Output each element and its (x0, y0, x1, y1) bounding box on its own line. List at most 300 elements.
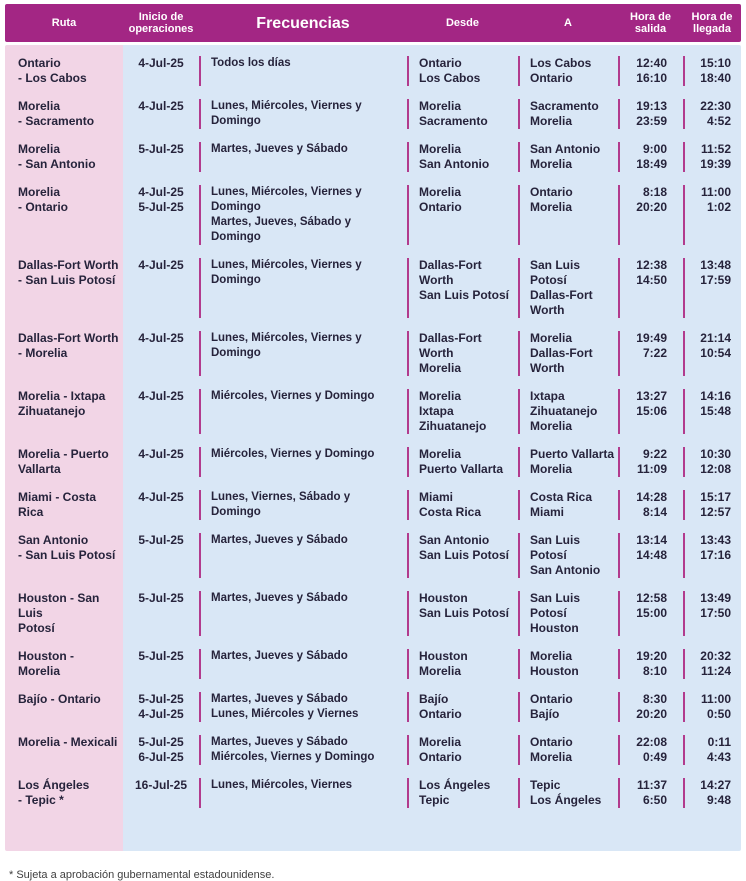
cell-desde (407, 533, 518, 578)
cell-line: 20:32 (700, 649, 731, 663)
cell-line: Los Ángeles (18, 778, 90, 792)
table-row (5, 772, 741, 815)
cell-a (518, 99, 618, 129)
cell-desde (407, 591, 518, 636)
cell-line: San Luis Potosí (419, 288, 510, 302)
cell-a (518, 389, 618, 434)
cell-frecuencias (199, 185, 407, 245)
cell-line: Houston - Morelia (18, 649, 74, 678)
cell-a (518, 735, 618, 765)
cell-ruta (5, 692, 123, 722)
cell-salida (618, 331, 683, 376)
cell-line: - Morelia (18, 346, 68, 360)
cell-line: - San Luis Potosí (18, 273, 116, 287)
cell-line: 9:00 (642, 142, 667, 156)
cell-line: 4-Jul-25 (138, 56, 184, 70)
cell-frecuencias (199, 447, 407, 477)
cell-line: 6-Jul-25 (138, 750, 184, 764)
cell-inicio (123, 490, 199, 520)
cell-line: Martes, Jueves y Sábado (211, 143, 348, 155)
column-header-hora-de-llegada: Hora de llegada (691, 11, 733, 35)
cell-line: 5-Jul-25 (138, 591, 184, 605)
cell-salida (618, 142, 683, 172)
cell-line: Lunes, Miércoles y Viernes (211, 708, 359, 720)
cell-desde (407, 490, 518, 520)
cell-line: Houston (419, 591, 468, 605)
cell-line: 18:40 (700, 71, 731, 85)
cell-line: Potosí (18, 621, 55, 635)
cell-line: 11:52 (700, 142, 731, 156)
table-row (5, 643, 741, 686)
cell-a (518, 778, 618, 808)
cell-frecuencias (199, 490, 407, 520)
cell-inicio (123, 389, 199, 434)
cell-line: - Tepic * (18, 793, 64, 807)
cell-ruta (5, 447, 123, 477)
footnote: * Sujeta a aprobación gubernamental estadounidense. (9, 869, 275, 881)
cell-line: Los Ángeles (530, 793, 602, 807)
cell-line: 4-Jul-25 (138, 447, 184, 461)
cell-frecuencias (199, 591, 407, 636)
cell-salida (618, 389, 683, 434)
cell-line: 5-Jul-25 (138, 692, 184, 706)
cell-ruta (5, 142, 123, 172)
cell-line: 14:50 (636, 273, 667, 287)
cell-salida (618, 735, 683, 765)
cell-line: Ixtapa (419, 404, 454, 418)
cell-line: Morelia (18, 142, 61, 156)
table-row (5, 252, 741, 325)
cell-line: Miércoles, Viernes y Domingo (211, 751, 375, 763)
cell-inicio (123, 99, 199, 129)
cell-line: 15:00 (636, 606, 667, 620)
cell-ruta (5, 735, 123, 765)
cell-line: 16-Jul-25 (134, 778, 188, 792)
column-header-a: A (564, 17, 572, 29)
column-header-frecuencias: Frecuencias (256, 14, 350, 32)
cell-line: Ixtapa (530, 389, 565, 403)
cell-line: Morelia (530, 750, 573, 764)
cell-ruta (5, 490, 123, 520)
cell-line: 12:57 (700, 505, 731, 519)
cell-llegada (683, 185, 741, 245)
cell-a (518, 490, 618, 520)
cell-line: 17:59 (700, 273, 731, 287)
cell-line: Lunes, Miércoles, Viernes y Domingo (211, 332, 362, 359)
cell-line: San Antonio (530, 142, 601, 156)
cell-llegada (683, 142, 741, 172)
cell-line: Martes, Jueves y Sábado (211, 592, 348, 604)
cell-line: Puerto Vallarta (419, 462, 504, 476)
cell-ruta (5, 591, 123, 636)
cell-desde (407, 649, 518, 679)
cell-a (518, 142, 618, 172)
cell-line: Dallas-Fort Worth (18, 331, 119, 345)
cell-line: Worth (419, 346, 454, 360)
cell-line: Houston (419, 649, 468, 663)
cell-line: San Antonio (530, 563, 601, 577)
cell-line: 12:38 (636, 258, 667, 272)
cell-line: 8:14 (642, 505, 667, 519)
cell-line: Morelia (530, 331, 573, 345)
cell-desde (407, 56, 518, 86)
cell-line: Ontario (419, 56, 462, 70)
cell-frecuencias (199, 778, 407, 808)
table-body (5, 45, 741, 851)
cell-line: Morelia (419, 664, 462, 678)
column-header-desde: Desde (445, 17, 480, 29)
cell-line: Worth (530, 361, 565, 375)
cell-line: 12:58 (636, 591, 667, 605)
cell-llegada (683, 258, 741, 318)
cell-line: 20:20 (636, 200, 667, 214)
cell-line: Morelia - Mexicali (18, 735, 118, 749)
cell-ruta (5, 99, 123, 129)
cell-frecuencias (199, 142, 407, 172)
cell-salida (618, 99, 683, 129)
cell-line: Worth (419, 273, 454, 287)
cell-line: 4:43 (706, 750, 731, 764)
table-row (5, 136, 741, 179)
cell-line: 20:20 (636, 707, 667, 721)
cell-line: 9:48 (706, 793, 731, 807)
cell-line: San Luis Potosí (530, 258, 581, 287)
cell-line: 11:09 (636, 462, 667, 476)
cell-line: Tepic (419, 793, 450, 807)
cell-line: Costa Rica (419, 505, 482, 519)
cell-line: 5-Jul-25 (138, 735, 184, 749)
cell-inicio (123, 56, 199, 86)
cell-line: Zihuatanejo (530, 404, 598, 418)
cell-inicio (123, 185, 199, 245)
cell-line: 13:43 (700, 533, 731, 547)
cell-line: Costa Rica (530, 490, 593, 504)
cell-frecuencias (199, 331, 407, 376)
cell-line: Morelia (530, 157, 573, 171)
cell-inicio (123, 692, 199, 722)
cell-line: Lunes, Miércoles, Viernes (211, 779, 353, 791)
cell-desde (407, 331, 518, 376)
cell-line: Morelia (530, 114, 573, 128)
table-bottom-spacer (5, 815, 741, 851)
flight-schedule-table (5, 4, 741, 851)
cell-salida (618, 258, 683, 318)
cell-line: Sacramento (530, 99, 599, 113)
cell-llegada (683, 692, 741, 722)
cell-desde (407, 447, 518, 477)
cell-line: 6:50 (642, 793, 667, 807)
cell-line: 19:20 (636, 649, 667, 663)
cell-ruta (5, 649, 123, 679)
cell-line: San Luis Potosí (530, 533, 581, 562)
table-row (5, 50, 741, 93)
cell-line: 22:30 (700, 99, 731, 113)
cell-llegada (683, 389, 741, 434)
cell-salida (618, 533, 683, 578)
column-header-ruta: Ruta (51, 17, 77, 29)
column-header-hora-de-salida: Hora de salida (630, 11, 671, 35)
cell-line: 4-Jul-25 (138, 331, 184, 345)
cell-line: 11:00 (700, 692, 731, 706)
cell-llegada (683, 735, 741, 765)
table-row (5, 93, 741, 136)
cell-frecuencias (199, 56, 407, 86)
cell-salida (618, 185, 683, 245)
cell-line: Houston (530, 664, 579, 678)
cell-line: Sacramento (419, 114, 488, 128)
cell-line: Tepic (530, 778, 561, 792)
cell-desde (407, 692, 518, 722)
cell-line: Lunes, Miércoles, Viernes y Domingo (211, 259, 362, 286)
cell-line: Ontario (530, 185, 573, 199)
cell-a (518, 533, 618, 578)
cell-frecuencias (199, 649, 407, 679)
cell-line: Dallas-Fort Worth (18, 258, 119, 272)
cell-line: Houston (530, 621, 579, 635)
cell-line: 11:24 (700, 664, 731, 678)
cell-line: 5-Jul-25 (138, 142, 184, 156)
cell-inicio (123, 258, 199, 318)
cell-line: 10:30 (700, 447, 731, 461)
cell-inicio (123, 142, 199, 172)
cell-line: 13:27 (636, 389, 667, 403)
cell-line: Lunes, Viernes, Sábado y Domingo (211, 491, 351, 518)
cell-line: 12:40 (636, 56, 667, 70)
cell-line: San Luis Potosí (530, 591, 581, 620)
cell-line: Lunes, Miércoles, Viernes y Domingo (211, 100, 362, 127)
cell-line: Lunes, Miércoles, Viernes y Domingo (211, 186, 362, 213)
cell-line: Vallarta (18, 462, 61, 476)
cell-line: San Antonio (419, 533, 490, 547)
cell-line: Morelia - Puerto (18, 447, 109, 461)
cell-desde (407, 735, 518, 765)
cell-line: 15:48 (700, 404, 731, 418)
cell-frecuencias (199, 692, 407, 722)
cell-line: Ontario (18, 56, 61, 70)
cell-line: Ontario (419, 750, 462, 764)
cell-line: Martes, Jueves y Sábado (211, 650, 348, 662)
cell-desde (407, 142, 518, 172)
cell-line: 22:08 (636, 735, 667, 749)
cell-line: 4-Jul-25 (138, 389, 184, 403)
cell-a (518, 331, 618, 376)
cell-line: 4-Jul-25 (138, 707, 184, 721)
cell-a (518, 692, 618, 722)
cell-ruta (5, 778, 123, 808)
table-row (5, 686, 741, 729)
cell-line: Miércoles, Viernes y Domingo (211, 390, 375, 402)
cell-line: San Antonio (419, 157, 490, 171)
cell-llegada (683, 533, 741, 578)
cell-line: Morelia (530, 419, 573, 433)
cell-line: Miami (419, 490, 454, 504)
cell-line: 8:10 (642, 664, 667, 678)
cell-llegada (683, 649, 741, 679)
cell-line: Morelia (18, 185, 61, 199)
cell-line: Ontario (419, 200, 462, 214)
cell-line: Puerto Vallarta (530, 447, 615, 461)
cell-line: 15:06 (636, 404, 667, 418)
cell-line: 5-Jul-25 (138, 200, 184, 214)
cell-line: 7:22 (642, 346, 667, 360)
cell-line: 13:49 (700, 591, 731, 605)
cell-line: Morelia (419, 185, 462, 199)
cell-line: Bajío (419, 692, 449, 706)
cell-desde (407, 185, 518, 245)
cell-line: 13:48 (700, 258, 731, 272)
cell-line: Todos los días (211, 57, 291, 69)
cell-line: 18:49 (636, 157, 667, 171)
cell-line: 14:28 (636, 490, 667, 504)
cell-line: - Ontario (18, 200, 68, 214)
cell-line: 15:17 (700, 490, 731, 504)
cell-a (518, 185, 618, 245)
cell-ruta (5, 258, 123, 318)
table-row (5, 484, 741, 527)
cell-line: 4-Jul-25 (138, 258, 184, 272)
cell-line: Martes, Jueves y Sábado (211, 736, 348, 748)
cell-a (518, 447, 618, 477)
cell-line: Ontario (419, 707, 462, 721)
cell-frecuencias (199, 389, 407, 434)
cell-ruta (5, 389, 123, 434)
cell-line: 1:02 (706, 200, 731, 214)
cell-line: Morelia (530, 200, 573, 214)
cell-ruta (5, 56, 123, 86)
cell-line: - San Antonio (18, 157, 96, 171)
cell-line: Los Ángeles (419, 778, 491, 792)
cell-line: Morelia (419, 361, 462, 375)
cell-line: Dallas-Fort (419, 258, 482, 272)
cell-line: Miami (530, 505, 565, 519)
cell-line: Morelia (419, 142, 462, 156)
cell-a (518, 56, 618, 86)
cell-salida (618, 447, 683, 477)
cell-line: 4-Jul-25 (138, 490, 184, 504)
cell-line: 11:00 (700, 185, 731, 199)
cell-salida (618, 56, 683, 86)
cell-line: Bajío - Ontario (18, 692, 101, 706)
cell-line: - San Luis Potosí (18, 548, 116, 562)
cell-line: 5-Jul-25 (138, 533, 184, 547)
cell-line: Morelia (419, 99, 462, 113)
table-row (5, 729, 741, 772)
cell-line: Martes, Jueves y Sábado (211, 534, 348, 546)
cell-line: 14:48 (636, 548, 667, 562)
cell-frecuencias (199, 99, 407, 129)
cell-desde (407, 389, 518, 434)
cell-line: 12:08 (700, 462, 731, 476)
cell-ruta (5, 331, 123, 376)
cell-line: San Antonio (18, 533, 89, 547)
cell-inicio (123, 533, 199, 578)
cell-frecuencias (199, 735, 407, 765)
table-row (5, 325, 741, 383)
cell-salida (618, 692, 683, 722)
cell-line: 19:49 (636, 331, 667, 345)
cell-line: Dallas-Fort (530, 288, 593, 302)
cell-line: Ontario (530, 71, 573, 85)
cell-line: 4:52 (706, 114, 731, 128)
cell-desde (407, 258, 518, 318)
cell-line: - Los Cabos (18, 71, 87, 85)
cell-line: 23:59 (636, 114, 667, 128)
cell-line: 16:10 (636, 71, 667, 85)
table-row (5, 585, 741, 643)
cell-line: 4-Jul-25 (138, 99, 184, 113)
cell-inicio (123, 447, 199, 477)
cell-line: San Luis Potosí (419, 606, 510, 620)
cell-line: Bajío (530, 707, 560, 721)
cell-line: Morelia (419, 447, 462, 461)
cell-line: 14:16 (700, 389, 731, 403)
cell-line: Zihuatanejo (419, 419, 487, 433)
cell-line: Zihuatanejo (18, 404, 86, 418)
cell-line: Houston - San Luis (18, 591, 100, 620)
cell-line: 0:50 (706, 707, 731, 721)
cell-line: 4-Jul-25 (138, 185, 184, 199)
cell-ruta (5, 185, 123, 245)
cell-llegada (683, 778, 741, 808)
cell-a (518, 591, 618, 636)
cell-llegada (683, 591, 741, 636)
cell-line: Ontario (530, 735, 573, 749)
cell-inicio (123, 591, 199, 636)
cell-line: 10:54 (700, 346, 731, 360)
cell-line: 19:13 (636, 99, 667, 113)
cell-line: Morelia (419, 389, 462, 403)
cell-line: Los Cabos (530, 56, 592, 70)
column-header-inicio-de-operaciones: Inicio de operaciones (128, 11, 194, 35)
cell-line: San Luis Potosí (419, 548, 510, 562)
cell-desde (407, 778, 518, 808)
cell-line: Dallas-Fort (419, 331, 482, 345)
cell-a (518, 258, 618, 318)
cell-inicio (123, 735, 199, 765)
cell-line: 5-Jul-25 (138, 649, 184, 663)
cell-line: Morelia (419, 735, 462, 749)
cell-line: 14:27 (700, 778, 731, 792)
cell-ruta (5, 533, 123, 578)
cell-llegada (683, 331, 741, 376)
cell-a (518, 649, 618, 679)
cell-salida (618, 778, 683, 808)
table-row (5, 527, 741, 585)
cell-llegada (683, 56, 741, 86)
cell-line: Worth (530, 303, 565, 317)
cell-line: Martes, Jueves, Sábado y Domingo (211, 216, 351, 243)
cell-line: - Sacramento (18, 114, 95, 128)
cell-line: 9:22 (642, 447, 667, 461)
cell-inicio (123, 649, 199, 679)
cell-salida (618, 591, 683, 636)
cell-desde (407, 99, 518, 129)
table-row (5, 179, 741, 252)
cell-line: 11:37 (636, 778, 667, 792)
cell-line: 17:16 (700, 548, 731, 562)
cell-line: 8:30 (642, 692, 667, 706)
cell-inicio (123, 778, 199, 808)
cell-line: 0:49 (642, 750, 667, 764)
table-row (5, 383, 741, 441)
cell-llegada (683, 99, 741, 129)
cell-line: Los Cabos (419, 71, 481, 85)
cell-inicio (123, 331, 199, 376)
cell-line: 21:14 (700, 331, 731, 345)
table-header-row (5, 4, 741, 42)
table-row (5, 441, 741, 484)
cell-line: Morelia (18, 99, 61, 113)
